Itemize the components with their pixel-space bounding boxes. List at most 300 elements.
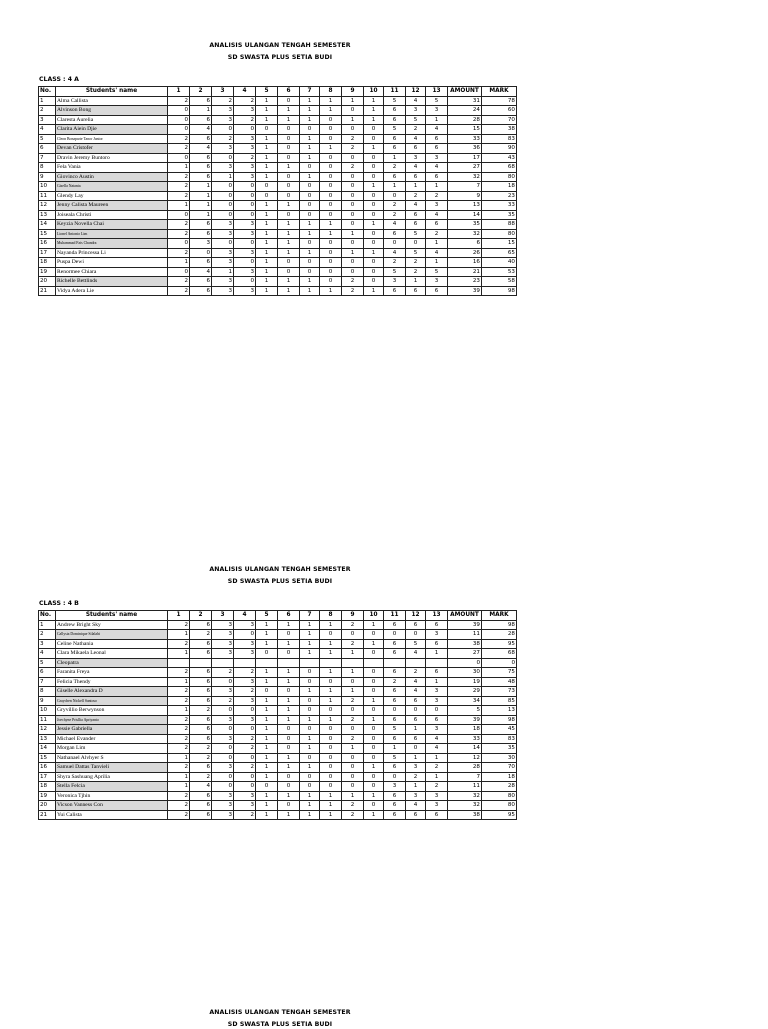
student-name: Cleopatra <box>56 658 168 668</box>
question-score: 3 <box>212 801 234 811</box>
question-score: 1 <box>300 791 320 801</box>
row-number: 7 <box>39 153 56 163</box>
question-score: 0 <box>320 267 342 277</box>
question-score: 2 <box>342 134 364 144</box>
question-score: 1 <box>278 286 300 296</box>
student-name: Morgan Lim <box>56 744 168 754</box>
question-score: 0 <box>320 744 342 754</box>
question-score: 1 <box>320 286 342 296</box>
question-score: 0 <box>168 267 190 277</box>
question-score: 0 <box>278 687 300 697</box>
question-score: 0 <box>234 277 256 287</box>
row-number: 6 <box>39 668 56 678</box>
question-score: 1 <box>168 706 190 716</box>
question-score: 2 <box>168 96 190 106</box>
question-score: 5 <box>384 96 406 106</box>
mark-cell: 83 <box>482 734 517 744</box>
question-score: 6 <box>384 687 406 697</box>
class-label: CLASS : 4 B <box>39 600 79 607</box>
question-score: 0 <box>168 125 190 135</box>
mark-cell: 80 <box>482 801 517 811</box>
question-score: 1 <box>426 239 448 249</box>
question-score: 1 <box>406 725 426 735</box>
question-score: 1 <box>256 106 278 116</box>
question-score: 1 <box>300 134 320 144</box>
column-header: 1 <box>168 87 190 97</box>
question-score: 6 <box>190 687 212 697</box>
question-score: 1 <box>300 715 320 725</box>
question-score: 0 <box>234 782 256 792</box>
question-score: 0 <box>342 772 364 782</box>
amount-cell: 13 <box>448 201 482 211</box>
question-score: 5 <box>384 725 406 735</box>
question-score: 2 <box>342 163 364 173</box>
student-name: Michael Evander <box>56 734 168 744</box>
amount-cell: 17 <box>448 153 482 163</box>
table-row <box>39 191 517 201</box>
table-row <box>39 210 517 220</box>
student-name: Samuel Dattas Tanvieli <box>56 763 168 773</box>
question-score: 0 <box>342 725 364 735</box>
mark-cell: 98 <box>482 715 517 725</box>
question-score: 1 <box>168 753 190 763</box>
question-score: 2 <box>406 772 426 782</box>
mark-cell: 68 <box>482 163 517 173</box>
row-number: 9 <box>39 696 56 706</box>
student-name: Alma Callista <box>56 96 168 106</box>
question-score: 2 <box>168 744 190 754</box>
question-score: 0 <box>364 163 384 173</box>
question-score: 2 <box>234 810 256 820</box>
mark-cell: 73 <box>482 687 517 697</box>
question-score: 6 <box>384 620 406 630</box>
question-score: 0 <box>364 706 384 716</box>
amount-cell: 36 <box>448 144 482 154</box>
table-row <box>39 115 517 125</box>
question-score: 1 <box>278 106 300 116</box>
table-row <box>39 220 517 230</box>
mark-cell: 43 <box>482 153 517 163</box>
question-score: 0 <box>212 772 234 782</box>
question-score: 1 <box>320 144 342 154</box>
column-header: 9 <box>342 611 364 621</box>
question-score: 6 <box>190 286 212 296</box>
table-row <box>39 172 517 182</box>
question-score: 6 <box>190 734 212 744</box>
question-score: 0 <box>364 772 384 782</box>
question-score: 3 <box>234 791 256 801</box>
question-score: 2 <box>168 229 190 239</box>
column-header: 9 <box>342 87 364 97</box>
question-score <box>168 658 190 668</box>
question-score: 0 <box>364 277 384 287</box>
row-number: 17 <box>39 772 56 782</box>
question-score: 4 <box>190 125 212 135</box>
question-score: 1 <box>320 106 342 116</box>
mark-cell: 83 <box>482 134 517 144</box>
question-score: 1 <box>320 715 342 725</box>
question-score: 6 <box>426 220 448 230</box>
mark-cell: 70 <box>482 763 517 773</box>
question-score: 6 <box>190 649 212 659</box>
question-score: 0 <box>300 210 320 220</box>
question-score: 1 <box>300 810 320 820</box>
question-score: 0 <box>342 201 364 211</box>
column-header: 8 <box>320 87 342 97</box>
question-score: 3 <box>406 153 426 163</box>
question-score: 6 <box>426 286 448 296</box>
question-score: 6 <box>426 715 448 725</box>
question-score: 0 <box>406 239 426 249</box>
student-name: Keyzia Novella Chai <box>56 220 168 230</box>
mark-cell: 53 <box>482 267 517 277</box>
table-row <box>39 286 517 296</box>
student-name: Clara Mikaela Leonal <box>56 649 168 659</box>
question-score: 0 <box>212 182 234 192</box>
question-score: 1 <box>168 163 190 173</box>
question-score: 3 <box>234 172 256 182</box>
column-header: 13 <box>426 611 448 621</box>
question-score: 0 <box>212 239 234 249</box>
question-score: 6 <box>384 106 406 116</box>
table-row <box>39 248 517 258</box>
amount-cell: 11 <box>448 630 482 640</box>
question-score: 1 <box>256 791 278 801</box>
question-score: 6 <box>426 639 448 649</box>
question-score: 0 <box>364 677 384 687</box>
question-score: 1 <box>320 220 342 230</box>
mark-cell: 28 <box>482 782 517 792</box>
column-header: MARK <box>482 87 517 97</box>
question-score: 0 <box>384 706 406 716</box>
question-score: 1 <box>320 620 342 630</box>
question-score <box>190 658 212 668</box>
question-score: 0 <box>168 115 190 125</box>
question-score: 0 <box>364 744 384 754</box>
amount-cell: 32 <box>448 172 482 182</box>
amount-cell: 33 <box>448 134 482 144</box>
question-score: 1 <box>364 220 384 230</box>
question-score: 0 <box>342 125 364 135</box>
question-score: 1 <box>384 182 406 192</box>
column-header: 11 <box>384 611 406 621</box>
table-row <box>39 163 517 173</box>
question-score: 1 <box>426 772 448 782</box>
row-number: 6 <box>39 144 56 154</box>
question-score: 2 <box>406 258 426 268</box>
question-score: 3 <box>234 134 256 144</box>
question-score: 1 <box>278 115 300 125</box>
question-score: 1 <box>300 620 320 630</box>
question-score: 1 <box>300 649 320 659</box>
question-score: 6 <box>190 277 212 287</box>
question-score: 0 <box>234 753 256 763</box>
question-score: 3 <box>212 791 234 801</box>
question-score: 2 <box>234 763 256 773</box>
table-row <box>39 782 517 792</box>
question-score: 3 <box>426 277 448 287</box>
question-score: 0 <box>278 744 300 754</box>
question-score: 0 <box>212 191 234 201</box>
student-name: Muhammad Fais Chandra <box>56 239 168 249</box>
question-score: 6 <box>190 810 212 820</box>
question-score: 2 <box>426 191 448 201</box>
question-score: 2 <box>234 744 256 754</box>
question-score: 1 <box>406 753 426 763</box>
mark-cell: 18 <box>482 772 517 782</box>
question-score: 0 <box>364 153 384 163</box>
question-score: 1 <box>278 763 300 773</box>
mark-cell: 95 <box>482 810 517 820</box>
row-number: 21 <box>39 810 56 820</box>
question-score: 0 <box>300 706 320 716</box>
table-row <box>39 630 517 640</box>
question-score: 3 <box>212 763 234 773</box>
question-score: 4 <box>406 677 426 687</box>
column-header: 10 <box>364 611 384 621</box>
question-score: 3 <box>406 763 426 773</box>
row-number: 10 <box>39 706 56 716</box>
question-score: 2 <box>190 706 212 716</box>
amount-cell: 14 <box>448 210 482 220</box>
question-score: 0 <box>256 649 278 659</box>
question-score: 1 <box>168 201 190 211</box>
question-score: 4 <box>384 220 406 230</box>
question-score: 0 <box>342 220 364 230</box>
question-score: 0 <box>300 267 320 277</box>
question-score: 0 <box>234 630 256 640</box>
mark-cell: 28 <box>482 630 517 640</box>
question-score: 3 <box>212 144 234 154</box>
column-header: 12 <box>406 611 426 621</box>
question-score: 1 <box>364 248 384 258</box>
question-score: 3 <box>384 277 406 287</box>
question-score: 4 <box>190 267 212 277</box>
column-header: 3 <box>212 87 234 97</box>
question-score: 0 <box>256 182 278 192</box>
question-score: 1 <box>300 106 320 116</box>
question-score: 0 <box>320 277 342 287</box>
question-score: 3 <box>212 248 234 258</box>
question-score: 6 <box>384 639 406 649</box>
question-score: 4 <box>426 248 448 258</box>
question-score: 0 <box>342 782 364 792</box>
row-number: 3 <box>39 639 56 649</box>
question-score: 1 <box>256 163 278 173</box>
table-row <box>39 668 517 678</box>
question-score: 0 <box>320 153 342 163</box>
row-number: 9 <box>39 172 56 182</box>
row-number: 19 <box>39 791 56 801</box>
question-score: 0 <box>212 706 234 716</box>
question-score: 2 <box>168 687 190 697</box>
question-score: 1 <box>256 772 278 782</box>
student-name: Puspa Dewi <box>56 258 168 268</box>
question-score: 0 <box>320 191 342 201</box>
table-row <box>39 791 517 801</box>
question-score: 4 <box>190 782 212 792</box>
student-name: Stella Felcia <box>56 782 168 792</box>
question-score: 1 <box>300 687 320 697</box>
question-score: 6 <box>406 286 426 296</box>
question-score: 3 <box>406 106 426 116</box>
table-row <box>39 734 517 744</box>
question-score: 0 <box>234 210 256 220</box>
question-score: 4 <box>406 163 426 173</box>
table-row <box>39 620 517 630</box>
question-score: 0 <box>212 677 234 687</box>
question-score: 1 <box>190 191 212 201</box>
question-score: 3 <box>234 267 256 277</box>
question-score: 3 <box>212 715 234 725</box>
question-score: 6 <box>190 115 212 125</box>
question-score: 1 <box>364 106 384 116</box>
column-header: No. <box>39 87 56 97</box>
row-number: 20 <box>39 277 56 287</box>
question-score: 0 <box>212 782 234 792</box>
question-score: 0 <box>406 706 426 716</box>
question-score: 0 <box>342 172 364 182</box>
question-score: 6 <box>190 801 212 811</box>
question-score: 1 <box>300 229 320 239</box>
question-score: 6 <box>190 696 212 706</box>
table-row <box>39 687 517 697</box>
question-score: 1 <box>426 258 448 268</box>
question-score: 0 <box>212 210 234 220</box>
question-score: 6 <box>426 144 448 154</box>
question-score: 0 <box>364 649 384 659</box>
question-score: 0 <box>342 267 364 277</box>
question-score: 0 <box>320 753 342 763</box>
column-header: 7 <box>300 611 320 621</box>
table-row <box>39 753 517 763</box>
question-score: 0 <box>320 725 342 735</box>
mark-cell: 18 <box>482 182 517 192</box>
question-score: 3 <box>234 801 256 811</box>
student-name: Gryvillio Berwynson <box>56 706 168 716</box>
question-score: 2 <box>190 753 212 763</box>
question-score: 2 <box>168 286 190 296</box>
question-score: 3 <box>426 687 448 697</box>
table-row <box>39 725 517 735</box>
amount-cell: 34 <box>448 696 482 706</box>
question-score: 6 <box>406 810 426 820</box>
mark-cell: 95 <box>482 639 517 649</box>
question-score: 1 <box>256 763 278 773</box>
table-row <box>39 763 517 773</box>
question-score: 1 <box>342 744 364 754</box>
question-score: 3 <box>212 649 234 659</box>
question-score: 0 <box>256 125 278 135</box>
question-score: 6 <box>384 734 406 744</box>
question-score: 6 <box>190 220 212 230</box>
question-score: 1 <box>256 696 278 706</box>
student-name: Fela Vania <box>56 163 168 173</box>
student-name: Alvinson Bong <box>56 106 168 116</box>
question-score: 1 <box>278 791 300 801</box>
question-score: 1 <box>364 115 384 125</box>
question-score: 1 <box>256 286 278 296</box>
question-score: 0 <box>212 153 234 163</box>
question-score: 6 <box>384 286 406 296</box>
amount-cell: 38 <box>448 639 482 649</box>
question-score: 6 <box>384 791 406 801</box>
question-score: 1 <box>256 706 278 716</box>
mark-cell: 80 <box>482 172 517 182</box>
question-score: 1 <box>320 791 342 801</box>
question-score: 1 <box>256 201 278 211</box>
question-score: 2 <box>342 696 364 706</box>
question-score: 2 <box>234 96 256 106</box>
question-score: 0 <box>256 687 278 697</box>
table-row <box>39 153 517 163</box>
question-score: 3 <box>212 620 234 630</box>
question-score: 1 <box>168 258 190 268</box>
question-score: 2 <box>168 182 190 192</box>
question-score: 3 <box>212 220 234 230</box>
question-score: 6 <box>190 677 212 687</box>
question-score: 2 <box>426 782 448 792</box>
student-name: Claresta Aurelia <box>56 115 168 125</box>
question-score: 0 <box>212 725 234 735</box>
question-score: 1 <box>256 144 278 154</box>
question-score: 0 <box>234 125 256 135</box>
question-score: 0 <box>234 706 256 716</box>
question-score: 1 <box>426 753 448 763</box>
student-name: Felicia Thendy <box>56 677 168 687</box>
question-score: 3 <box>234 286 256 296</box>
student-name: Celine Nathania <box>56 639 168 649</box>
student-name: Giselle Alexandra D <box>56 687 168 697</box>
question-score: 0 <box>384 191 406 201</box>
mark-cell: 88 <box>482 220 517 230</box>
question-score: 2 <box>212 134 234 144</box>
question-score: 0 <box>364 801 384 811</box>
question-score: 2 <box>384 210 406 220</box>
question-score: 1 <box>426 677 448 687</box>
question-score <box>300 658 320 668</box>
question-score: 0 <box>234 725 256 735</box>
question-score: 4 <box>426 734 448 744</box>
question-score: 3 <box>212 163 234 173</box>
question-score: 1 <box>300 153 320 163</box>
question-score: 1 <box>256 220 278 230</box>
table-row <box>39 801 517 811</box>
question-score <box>342 658 364 668</box>
question-score: 1 <box>426 649 448 659</box>
amount-cell: 15 <box>448 125 482 135</box>
row-number: 13 <box>39 734 56 744</box>
question-score: 0 <box>256 782 278 792</box>
amount-cell: 30 <box>448 668 482 678</box>
table-header-row <box>39 87 517 97</box>
mark-cell: 35 <box>482 210 517 220</box>
question-score: 3 <box>384 782 406 792</box>
question-score: 0 <box>278 182 300 192</box>
question-score: 0 <box>300 163 320 173</box>
question-score: 0 <box>384 772 406 782</box>
mark-cell: 38 <box>482 125 517 135</box>
question-score: 1 <box>364 620 384 630</box>
student-name: Vicson Vanness Con <box>56 801 168 811</box>
row-number: 3 <box>39 115 56 125</box>
student-name: Clarita Aiein Djie <box>56 125 168 135</box>
question-score: 3 <box>212 106 234 116</box>
question-score: 1 <box>256 267 278 277</box>
amount-cell: 12 <box>448 753 482 763</box>
column-header: 4 <box>234 87 256 97</box>
student-name: Callysta Dominique Silalahi <box>56 630 168 640</box>
